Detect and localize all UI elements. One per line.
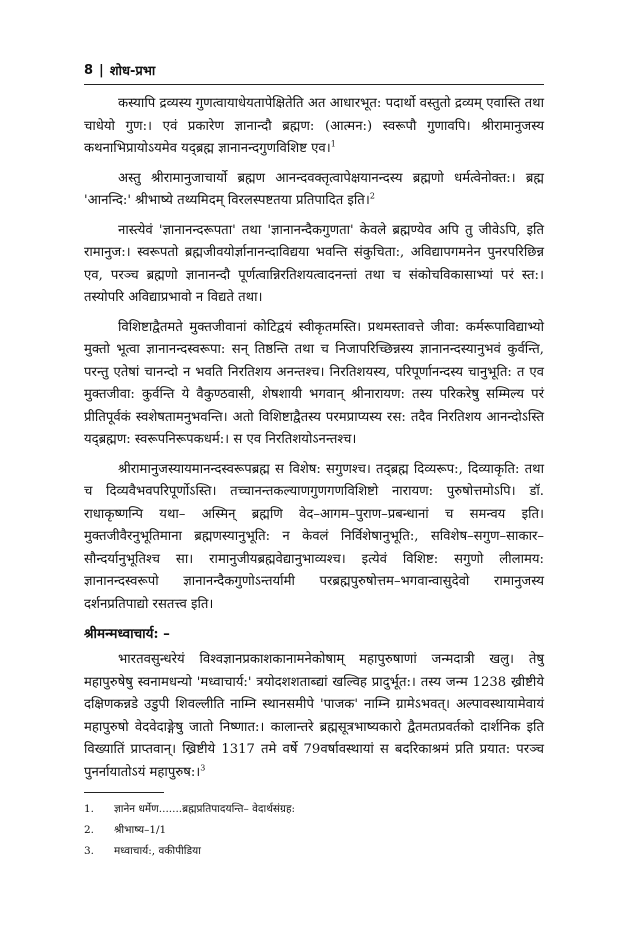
paragraph-1-text: कस्यापि द्रव्यस्य गुणत्वायाधेयतापेक्षितेति अत आधारभूत: पदार्थो वस्तुतो द्रव्यम् एवास्ति तथा चाधेयो गुण:। एवं प्रकारेण ज्ञानान्दौ ब्रह्मण: (आत्मन:) स्वरूपौ गुणावपि। श्रीरामानुजस्य कथनाभिप्रायोऽयमेव यद्ब्रह्म ज्ञानानन्दगुणविशिष्ट एव। <box>84 96 544 156</box>
paragraph-6 <box>84 649 544 784</box>
paragraph-2 <box>84 168 544 213</box>
page <box>84 60 544 862</box>
header-rule <box>84 84 544 85</box>
paragraph-1 <box>84 93 544 161</box>
footnote-number: 2. <box>84 824 95 836</box>
footnote-ref-2: 2 <box>369 191 375 201</box>
paragraph-3 <box>84 220 544 310</box>
footnote-ref-1: 1 <box>330 139 336 149</box>
paragraph-4 <box>84 317 544 452</box>
paragraph-6-text: भारतवसुन्धरेयं विश्वज्ञानप्रकाशकानामनेकोषाम् महापुरुषाणां जन्मदात्री खलु। तेषु महापुरुषेषु स्वनामधन्यो 'मध्वाचार्य:' त्रयोदशशताब्द्यां खल्विह प्रादुर्भूत:। तस्य जन्म 1238 ख्रीष्टीये दक्षिणकन्नडे उडुपी शिवल्लीति नाम्नि स्थानसमीपे 'पाजक' नाम्नि ग्रामेऽभवत्। अल्पावस्थायामेवायं महापुरुषो वेदवेदाङ्गेषु जातो निष्णात:। कालान्तरे ब्रह्मसूत्रभाष्यकारो द्वैतमतप्रवर्तको दार्शनिक इति विख्यातिं प्राप्तवान्। ख्रिष्टीये 1317 तमे वर्षे 79वर्षावस्थायां स बदरिकाश्रमं प्रति प्रयात: परञ्च पुनर्नायातोऽयं महापुरुष:। <box>84 652 544 780</box>
paragraph-2-text: अस्तु श्रीरामानुजाचार्यो ब्रह्मण आनन्दवक्तृत्वापेक्षयानन्दस्य ब्रह्मणो धर्मत्वेनोक्त:। ब्रह्म 'आनन्दि:' श्रीभाष्ये तथ्यमिदम् विरलस्पष्टतया प्रतिपादित इति। <box>84 170 544 208</box>
footnote-number: 1. <box>84 803 95 815</box>
paragraph-4-text: विशिष्टाद्वैतमते मुक्तजीवानां कोटिद्वयं स्वीकृतमस्ति। प्रथमस्तावत्ते जीवा: कर्मरूपाविद्याभ्यो मुक्तो भूत्वा ज्ञानानन्दस्वरूपा: सन् तिष्ठन्ति तथा च निजापरिच्छिन्नस्य ज्ञानानन्दस्यानुभवं कुर्वन्ति, परन्तु एतेषां चानन्दो न भवति निरतिशय अनन्तश्च। निरतिशयस्य, परिपूर्णानन्दस्य चानुभूति: त एव मुक्तजीवा: कुर्वन्ति ये वैकुण्ठवासी, शेषशायी भगवान् श्रीनारायण: तस्य परिकरेषु सम्मिल्य परं प्रीतिपूर्वकं स्वशेषतामनुभवन्ति। अतो विशिष्टाद्वैतस्य परमप्राप्यस्य रस: तदैव निरतिशय आनन्दोऽस्ति यद्ब्रह्मण: स्वरूपनिरूपकधर्म:। स एव निरतिशयोऽनन्तश्च। <box>84 319 544 447</box>
footnote-2 <box>84 820 544 841</box>
footnote-number: 3. <box>84 845 95 857</box>
footnote-text: श्रीभाष्य–1/1 <box>114 824 167 836</box>
page-number: 8 <box>84 62 94 78</box>
footnote-1 <box>84 799 544 820</box>
paragraph-5 <box>84 459 544 617</box>
footnote-ref-3: 3 <box>200 763 206 773</box>
footnote-rule <box>84 792 164 793</box>
paragraph-3-text: नास्त्येवं 'ज्ञानानन्दरूपता' तथा 'ज्ञानानन्दैकगुणता' केवले ब्रह्मण्येव अपि तु जीवेऽपि, इति रामानुज:। स्वरूपतो ब्रह्मजीवयोर्ज्ञानानन्दाविद्यया भवन्ति संकुचिता:, अविद्यापगमनेन पुनरपरिछिन्न एव, परञ्च ब्रह्मणो ज्ञानानन्दौ पूर्णत्वान्निरतिशयत्वादनन्तां तथा च संकोचविकासाभ्यां परं स्त:। तस्योपरि अविद्याप्रभावो न विद्यते तथा। <box>84 222 544 305</box>
section-heading: श्रीमन्मध्वाचार्य: – <box>84 626 170 642</box>
footnote-text: ज्ञानेन धर्मेण.......ब्रह्मप्रतिपादयन्ति– वेदार्थसंग्रह: <box>114 803 296 815</box>
running-header <box>84 60 544 80</box>
footnote-3 <box>84 841 544 862</box>
header-separator: | <box>99 62 104 78</box>
footnote-text: मध्वाचार्य:, वकीपीडिया <box>114 845 201 857</box>
journal-title: शोध-प्रभा <box>109 64 156 79</box>
paragraph-5-text: श्रीरामानुजस्यायमानन्दस्वरूपब्रह्म स विशेष: सगुणश्च। तद्ब्रह्म दिव्यरूप:, दिव्याकृति: तथा च दिव्यवैभवपरिपूर्णोऽस्ति। तच्चानन्तकल्याणगुणगणविशिष्टो नारायण: पुरुषोत्तमोऽपि। डॉ. राधाकृष्णन्पि यथा– अस्मिन् ब्रह्मणि वेद–आगम–पुराण–प्रबन्धानां च समन्वय इति। मुक्तजीवैरनुभूतिमाना ब्रह्मणस्यानुभूति: न केवलं निर्विशेषानुभूति:, सविशेष–सगुण–साकार–सौन्दर्यानुभूतिश्च सा। रामानुजीयब्रह्मवेद्यानुभाव्यश्च। इत्येवं विशिष्ट: सगुणो लीलामय: ज्ञानानन्दस्वरूपो ज्ञानानन्दैकगुणोऽन्तर्यामी परब्रह्मपुरुषोत्तम–भगवान्वासुदेवो रामानुजस्य दर्शनप्रतिपाद्यो रसतत्त्व इति। <box>84 461 544 612</box>
